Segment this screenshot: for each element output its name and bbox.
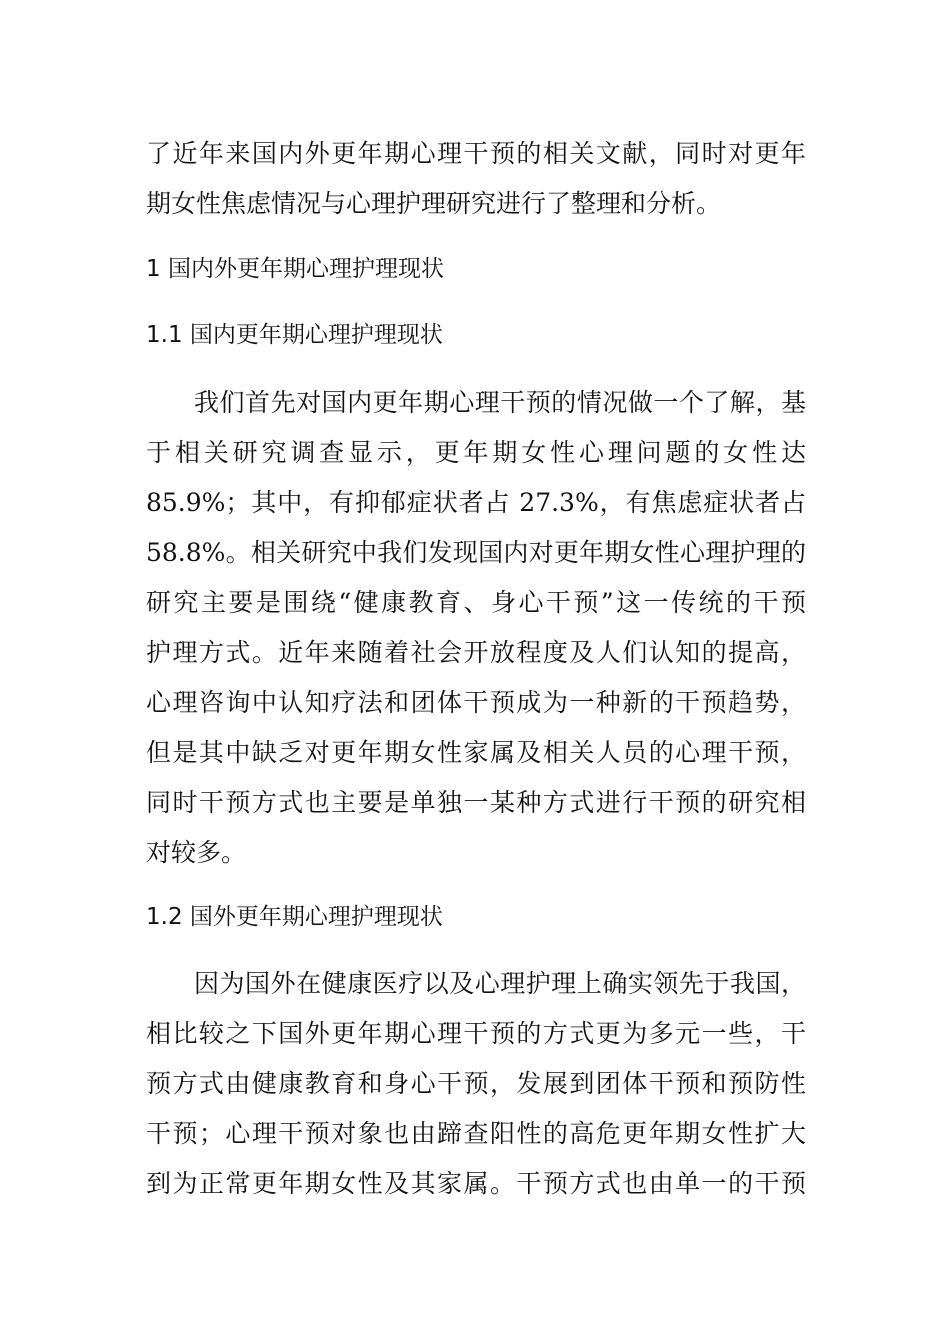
section-1-1-line-3: 85.9%；其中，有抑郁症状者占 27.3%，有焦虑症状者占 [146, 488, 806, 517]
section-1-1-line-4: 58.8%。相关研究中我们发现国内对更年期女性心理护理的 [146, 538, 806, 567]
intro-line-1: 了近年来国内外更年期心理干预的相关文献，同时对更年 [146, 139, 806, 168]
section-1-1-line-5: 研究主要是围绕“健康教育、身心干预”这一传统的干预 [146, 588, 806, 617]
section-1-2-heading: 1.2 国外更年期心理护理现状 [146, 904, 443, 930]
section-1-heading: 1 国内外更年期心理护理现状 [146, 256, 444, 282]
intro-line-2: 期女性焦虑情况与心理护理研究进行了整理和分析。 [146, 189, 722, 218]
section-1-2-line-2: 相比较之下国外更年期心理干预的方式更为多元一些，干 [146, 1019, 806, 1048]
section-1-1-line-1: 我们首先对国内更年期心理干预的情况做一个了解，基 [194, 388, 806, 417]
section-1-2-line-5: 到为正常更年期女性及其家属。干预方式也由单一的干预 [146, 1169, 806, 1198]
section-1-1-line-10: 对较多。 [146, 838, 247, 867]
section-1-1-line-9: 同时干预方式也主要是单独一某种方式进行干预的研究相 [146, 788, 806, 817]
section-1-1-line-6: 护理方式。近年来随着社会开放程度及人们认知的提高， [146, 638, 806, 667]
section-1-2-line-1: 因为国外在健康医疗以及心理护理上确实领先于我国， [194, 969, 806, 998]
section-1-2-line-4: 干预；心理干预对象也由蹄查阳性的高危更年期女性扩大 [146, 1119, 806, 1148]
section-1-2-line-3: 预方式由健康教育和身心干预，发展到团体干预和预防性 [146, 1069, 806, 1098]
section-1-1-line-8: 但是其中缺乏对更年期女性家属及相关人员的心理干预， [146, 738, 806, 767]
section-1-1-line-7: 心理咨询中认知疗法和团体干预成为一种新的干预趋势， [146, 688, 806, 717]
section-1-1-line-2: 于相关研究调查显示，更年期女性心理问题的女性达 [146, 438, 806, 467]
section-1-1-heading: 1.1 国内更年期心理护理现状 [146, 322, 443, 348]
